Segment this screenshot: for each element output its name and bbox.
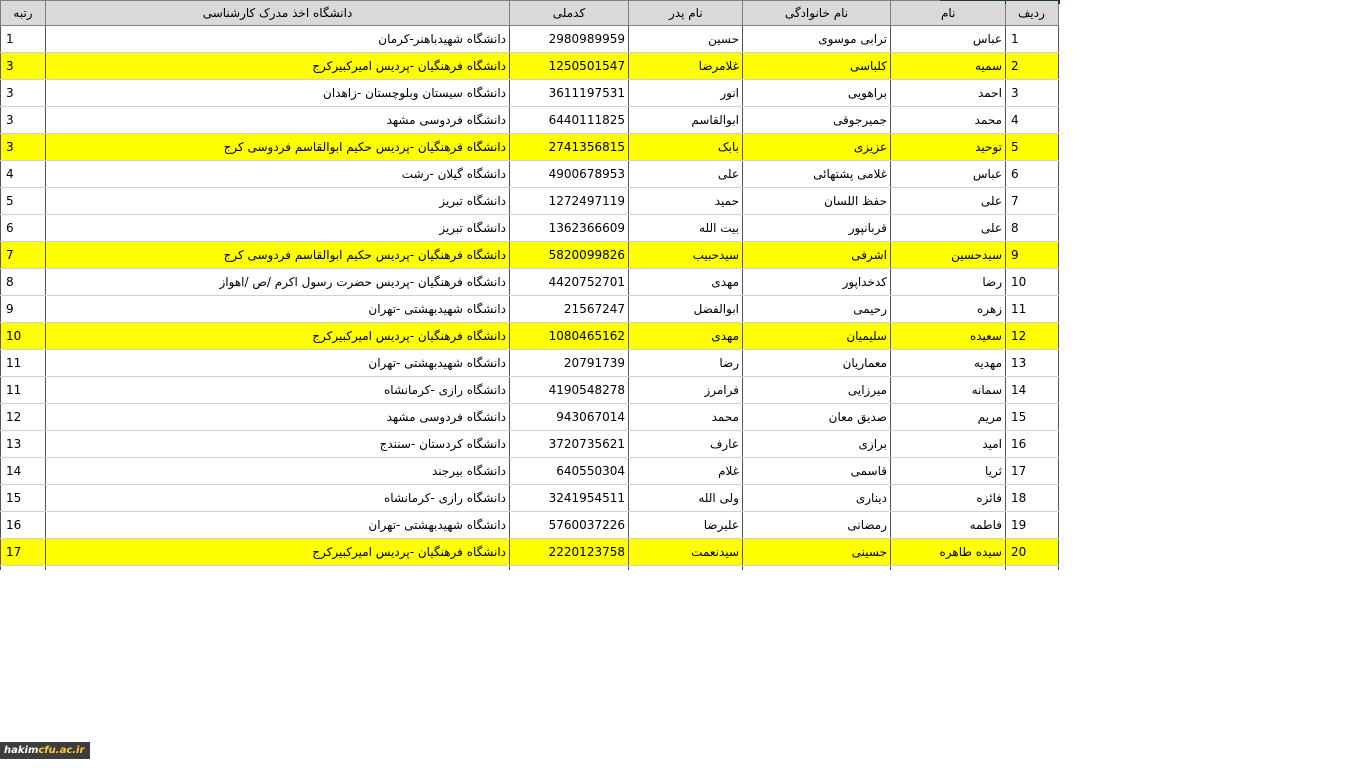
cell-row-number: 6 xyxy=(1006,161,1059,188)
cell-row-number: 2 xyxy=(1006,53,1059,80)
cell-national-id: 1080465162 xyxy=(510,323,629,350)
cell-father: رضا xyxy=(629,350,743,377)
cell-university: دانشگاه رازی -کرمانشاه xyxy=(46,485,510,512)
cell-rank: 3 xyxy=(1,53,46,80)
cell-university: دانشگاه شهیدبهشتی -تهران xyxy=(46,350,510,377)
cell-father: حسین xyxy=(629,26,743,53)
cell-national-id: 21567247 xyxy=(510,296,629,323)
cell-father: محمد xyxy=(629,404,743,431)
cell-father: سیدحبیب xyxy=(629,242,743,269)
cell-father: ابوالقاسم xyxy=(629,107,743,134)
cell-name: ثریا xyxy=(891,458,1006,485)
cell-family: قربانپور xyxy=(743,215,891,242)
cell-family: اشرفی xyxy=(743,242,891,269)
cell-family: معماریان xyxy=(743,350,891,377)
cell-national-id: 1272497119 xyxy=(510,188,629,215)
cell-family: عزیزی xyxy=(743,134,891,161)
cell-father: غلامرضا xyxy=(629,53,743,80)
cell-name: مریم xyxy=(891,404,1006,431)
cell-row-number: 4 xyxy=(1006,107,1059,134)
table-row xyxy=(1,134,1059,161)
cell-rank: 3 xyxy=(1,107,46,134)
table-row-tail xyxy=(1,566,1059,571)
cell-father: غلام xyxy=(629,458,743,485)
table-row xyxy=(1,188,1059,215)
cell-national-id: 943067014 xyxy=(510,404,629,431)
cell-national-id: 4420752701 xyxy=(510,269,629,296)
cell-rank: 5 xyxy=(1,188,46,215)
table-row xyxy=(1,539,1059,566)
cell-university: دانشگاه فردوسی مشهد xyxy=(46,107,510,134)
cell-rank: 13 xyxy=(1,431,46,458)
cell-rank: 8 xyxy=(1,269,46,296)
cell-national-id: 3611197531 xyxy=(510,80,629,107)
table-row xyxy=(1,80,1059,107)
cell-name: علی xyxy=(891,215,1006,242)
cell-rank: 9 xyxy=(1,296,46,323)
cell-row-number: 8 xyxy=(1006,215,1059,242)
site-watermark-logo: hakimcfu.ac.ir xyxy=(0,742,90,759)
cell-family: دیناری xyxy=(743,485,891,512)
table-row xyxy=(1,53,1059,80)
cell-name: فائزه xyxy=(891,485,1006,512)
cell-national-id: 2980989959 xyxy=(510,26,629,53)
cell-university: دانشگاه رازی -کرمانشاه xyxy=(46,377,510,404)
cell-rank: 10 xyxy=(1,323,46,350)
cell-name: رضا xyxy=(891,269,1006,296)
cell-national-id: 4900678953 xyxy=(510,161,629,188)
cell-university: دانشگاه فرهنگیان -پردیس امیرکبیرکرج xyxy=(46,323,510,350)
cell-university: دانشگاه بیرجند xyxy=(46,458,510,485)
cell-row-number: 12 xyxy=(1006,323,1059,350)
cell-rank: 16 xyxy=(1,512,46,539)
table-row xyxy=(1,296,1059,323)
cell-name: سمیه xyxy=(891,53,1006,80)
cell-row-number: 5 xyxy=(1006,134,1059,161)
cell-name: علی xyxy=(891,188,1006,215)
cell-father: ولی الله xyxy=(629,485,743,512)
cell-national-id: 20791739 xyxy=(510,350,629,377)
cell-rank: 7 xyxy=(1,242,46,269)
cell-family: جمیرجوقی xyxy=(743,107,891,134)
cell-rank: 4 xyxy=(1,161,46,188)
header-family: نام خانوادگی xyxy=(743,1,891,26)
cell-row-number: 15 xyxy=(1006,404,1059,431)
cell-name: امید xyxy=(891,431,1006,458)
cell-row-number: 19 xyxy=(1006,512,1059,539)
table-row xyxy=(1,269,1059,296)
table-row xyxy=(1,215,1059,242)
empty-cell xyxy=(743,566,891,571)
cell-rank: 1 xyxy=(1,26,46,53)
cell-row-number: 18 xyxy=(1006,485,1059,512)
cell-name: فاطمه xyxy=(891,512,1006,539)
cell-university: دانشگاه شهیدباهنر-کرمان xyxy=(46,26,510,53)
table-row xyxy=(1,485,1059,512)
cell-national-id: 1250501547 xyxy=(510,53,629,80)
table-row xyxy=(1,350,1059,377)
cell-family: براهویی xyxy=(743,80,891,107)
empty-cell xyxy=(629,566,743,571)
cell-university: دانشگاه گیلان -رشت xyxy=(46,161,510,188)
cell-row-number: 17 xyxy=(1006,458,1059,485)
cell-father: فرامرز xyxy=(629,377,743,404)
table-row xyxy=(1,512,1059,539)
cell-university: دانشگاه فرهنگیان -پردیس حضرت رسول اکرم /ص /اهواز xyxy=(46,269,510,296)
cell-row-number: 16 xyxy=(1006,431,1059,458)
empty-cell xyxy=(1006,566,1059,571)
cell-national-id: 2220123758 xyxy=(510,539,629,566)
cell-rank: 12 xyxy=(1,404,46,431)
empty-cell xyxy=(891,566,1006,571)
cell-rank: 14 xyxy=(1,458,46,485)
cell-name: توحید xyxy=(891,134,1006,161)
cell-name: سیدحسین xyxy=(891,242,1006,269)
cell-university: دانشگاه کردستان -سنندج xyxy=(46,431,510,458)
table-row xyxy=(1,242,1059,269)
cell-name: سمانه xyxy=(891,377,1006,404)
table-row xyxy=(1,323,1059,350)
cell-father: بابک xyxy=(629,134,743,161)
cell-university: دانشگاه فرهنگیان -پردیس حکیم ابوالقاسم فردوسی کرج xyxy=(46,242,510,269)
header-name: نام xyxy=(891,1,1006,26)
table-row xyxy=(1,458,1059,485)
cell-university: دانشگاه تبریز xyxy=(46,188,510,215)
cell-university: دانشگاه فرهنگیان -پردیس امیرکبیرکرج xyxy=(46,53,510,80)
empty-cell xyxy=(46,566,510,571)
table-row xyxy=(1,107,1059,134)
cell-father: انور xyxy=(629,80,743,107)
cell-family: سلیمیان xyxy=(743,323,891,350)
cell-row-number: 11 xyxy=(1006,296,1059,323)
cell-family: قاسمی xyxy=(743,458,891,485)
cell-family: برازی xyxy=(743,431,891,458)
cell-national-id: 6440111825 xyxy=(510,107,629,134)
table-row xyxy=(1,161,1059,188)
cell-university: دانشگاه فردوسی مشهد xyxy=(46,404,510,431)
cell-university: دانشگاه شهیدبهشتی -تهران xyxy=(46,296,510,323)
cell-national-id: 2741356815 xyxy=(510,134,629,161)
cell-row-number: 14 xyxy=(1006,377,1059,404)
header-university: دانشگاه اخذ مدرک کارشناسی xyxy=(46,1,510,26)
cell-row-number: 7 xyxy=(1006,188,1059,215)
cell-university: دانشگاه سیستان وبلوچستان -زاهدان xyxy=(46,80,510,107)
cell-name: زهره xyxy=(891,296,1006,323)
cell-family: غلامی پشتهائی xyxy=(743,161,891,188)
cell-father: ابوالفضل xyxy=(629,296,743,323)
cell-row-number: 20 xyxy=(1006,539,1059,566)
cell-name: احمد xyxy=(891,80,1006,107)
cell-rank: 15 xyxy=(1,485,46,512)
cell-name: عباس xyxy=(891,161,1006,188)
cell-rank: 11 xyxy=(1,377,46,404)
cell-university: دانشگاه فرهنگیان -پردیس امیرکبیرکرج xyxy=(46,539,510,566)
cell-rank: 3 xyxy=(1,80,46,107)
cell-national-id: 1362366609 xyxy=(510,215,629,242)
cell-name: محمد xyxy=(891,107,1006,134)
cell-father: بیت الله xyxy=(629,215,743,242)
cell-national-id: 640550304 xyxy=(510,458,629,485)
cell-family: ترابی موسوی xyxy=(743,26,891,53)
empty-cell xyxy=(510,566,629,571)
cell-family: کدخداپور xyxy=(743,269,891,296)
header-father: نام پدر xyxy=(629,1,743,26)
cell-national-id: 5760037226 xyxy=(510,512,629,539)
cell-university: دانشگاه تبریز xyxy=(46,215,510,242)
cell-university: دانشگاه فرهنگیان -پردیس حکیم ابوالقاسم فردوسی کرج xyxy=(46,134,510,161)
cell-national-id: 5820099826 xyxy=(510,242,629,269)
cell-name: سیده طاهره xyxy=(891,539,1006,566)
cell-row-number: 13 xyxy=(1006,350,1059,377)
cell-father: مهدی xyxy=(629,269,743,296)
table-row xyxy=(1,404,1059,431)
cell-national-id: 3241954511 xyxy=(510,485,629,512)
cell-family: حفظ اللسان xyxy=(743,188,891,215)
header-row xyxy=(1,1,1059,26)
table-row xyxy=(1,377,1059,404)
header-row-number: ردیف xyxy=(1006,1,1059,26)
cell-family: رمضانی xyxy=(743,512,891,539)
header-national-id: کدملی xyxy=(510,1,629,26)
cell-name: عباس xyxy=(891,26,1006,53)
table-row xyxy=(1,431,1059,458)
cell-family: میرزایی xyxy=(743,377,891,404)
cell-rank: 11 xyxy=(1,350,46,377)
cell-row-number: 10 xyxy=(1006,269,1059,296)
cell-row-number: 1 xyxy=(1006,26,1059,53)
cell-name: مهدیه xyxy=(891,350,1006,377)
cell-family: رحیمی xyxy=(743,296,891,323)
cell-rank: 17 xyxy=(1,539,46,566)
cell-family: صدیق معان xyxy=(743,404,891,431)
cell-national-id: 4190548278 xyxy=(510,377,629,404)
cell-family: حسینی xyxy=(743,539,891,566)
header-rank: رتبه xyxy=(1,1,46,26)
cell-rank: 6 xyxy=(1,215,46,242)
cell-university: دانشگاه شهیدبهشتی -تهران xyxy=(46,512,510,539)
cell-father: علی xyxy=(629,161,743,188)
cell-row-number: 9 xyxy=(1006,242,1059,269)
cell-national-id: 3720735621 xyxy=(510,431,629,458)
cell-row-number: 3 xyxy=(1006,80,1059,107)
cell-father: سیدنعمت xyxy=(629,539,743,566)
cell-father: علیرضا xyxy=(629,512,743,539)
cell-father: عارف xyxy=(629,431,743,458)
cell-family: کلباسی xyxy=(743,53,891,80)
empty-cell xyxy=(1,566,46,571)
cell-father: مهدی xyxy=(629,323,743,350)
cell-rank: 3 xyxy=(1,134,46,161)
table-row xyxy=(1,26,1059,53)
cell-father: حمید xyxy=(629,188,743,215)
cell-name: سعیده xyxy=(891,323,1006,350)
